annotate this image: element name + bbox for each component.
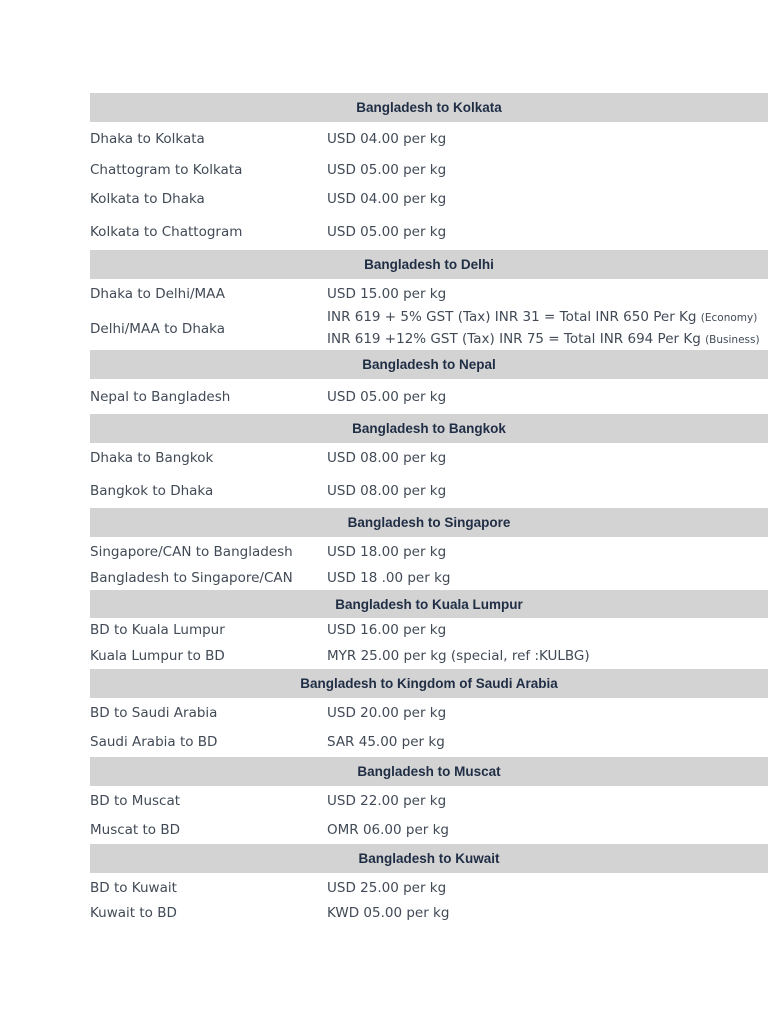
route-cell: BD to Muscat [90,792,181,809]
route-cell: BD to Kuwait [90,879,177,896]
route-cell: Chattogram to Kolkata [90,161,243,178]
table-row [90,537,768,566]
rate-cell: USD 08.00 per kg [327,450,447,466]
rate-cell: USD 08.00 per kg [327,482,447,499]
rate-cell: USD 05.00 per kg [327,161,447,178]
rate-cell: USD 25.00 per kg [327,879,447,896]
route-cell: Kuwait to BD [90,905,177,921]
route-cell: Dhaka to Kolkata [90,130,205,147]
table-row [90,184,768,213]
table-row [90,873,768,902]
rate-line: INR 619 + 5% GST (Tax) INR 31 = Total INR 650 Per Kg (Economy) [327,309,758,325]
table-row [90,566,768,590]
rate-cell: USD 22.00 per kg [327,792,447,809]
table-row [90,642,768,669]
rate-cell: USD 20.00 per kg [327,704,447,721]
rate-cell: USD 18 .00 per kg [327,570,451,586]
table-row [90,308,768,350]
route-cell: Kolkata to Chattogram [90,223,243,240]
rate-cell: USD 04.00 per kg [327,190,447,207]
rate-cell: SAR 45.00 per kg [327,734,445,750]
table-row [90,379,768,414]
rate-cell: USD 18.00 per kg [327,543,447,560]
table-row [90,443,768,473]
section-header-nepal: Bangladesh to Nepal [90,350,768,379]
route-cell: Dhaka to Delhi/MAA [90,285,226,302]
section-header-singapore: Bangladesh to Singapore [90,508,768,537]
class-note: (Business) [705,334,760,346]
route-cell: Bangkok to Dhaka [90,482,214,499]
table-row [90,786,768,815]
table-row [90,122,768,155]
route-cell: Muscat to BD [90,821,181,838]
route-cell: Kolkata to Dhaka [90,190,205,207]
section-header-kuala-lumpur: Bangladesh to Kuala Lumpur [90,590,768,618]
table-row [90,902,768,924]
section-header-delhi: Bangladesh to Delhi [90,250,768,279]
rate-cell: USD 16.00 per kg [327,622,447,638]
table-row [90,213,768,250]
section-header-muscat: Bangladesh to Muscat [90,757,768,786]
rate-cell: KWD 05.00 per kg [327,905,450,921]
route-cell: Kuala Lumpur to BD [90,647,225,664]
table-row [90,279,768,308]
table-row [90,155,768,184]
route-cell: Nepal to Bangladesh [90,388,231,405]
section-header-saudi-arabia: Bangladesh to Kingdom of Saudi Arabia [90,669,768,698]
rate-cell: MYR 25.00 per kg (special, ref :KULBG) [327,647,590,664]
table-row [90,727,768,757]
route-cell: Singapore/CAN to Bangladesh [90,543,293,560]
rate-cell: USD 05.00 per kg [327,223,447,240]
route-cell: BD to Kuala Lumpur [90,622,225,638]
rate-cell [327,307,768,351]
rate-cell: USD 15.00 per kg [327,285,447,302]
route-cell: Delhi/MAA to Dhaka [90,321,226,337]
rate-cell: OMR 06.00 per kg [327,821,449,838]
route-cell: BD to Saudi Arabia [90,704,218,721]
table-row [90,698,768,727]
rate-line: INR 619 +12% GST (Tax) INR 75 = Total INR 694 Per Kg (Business) [327,331,760,347]
rate-cell: USD 04.00 per kg [327,130,447,147]
rate-cell: USD 05.00 per kg [327,388,447,405]
section-header-bangkok: Bangladesh to Bangkok [90,414,768,443]
table-row [90,473,768,508]
table-row [90,618,768,642]
route-cell: Saudi Arabia to BD [90,734,218,750]
rate-table [90,93,768,924]
route-cell: Bangladesh to Singapore/CAN [90,570,293,586]
section-header-kolkata: Bangladesh to Kolkata [90,93,768,122]
class-note: (Economy) [700,312,758,324]
section-header-kuwait: Bangladesh to Kuwait [90,844,768,873]
route-cell: Dhaka to Bangkok [90,450,214,466]
table-row [90,815,768,844]
